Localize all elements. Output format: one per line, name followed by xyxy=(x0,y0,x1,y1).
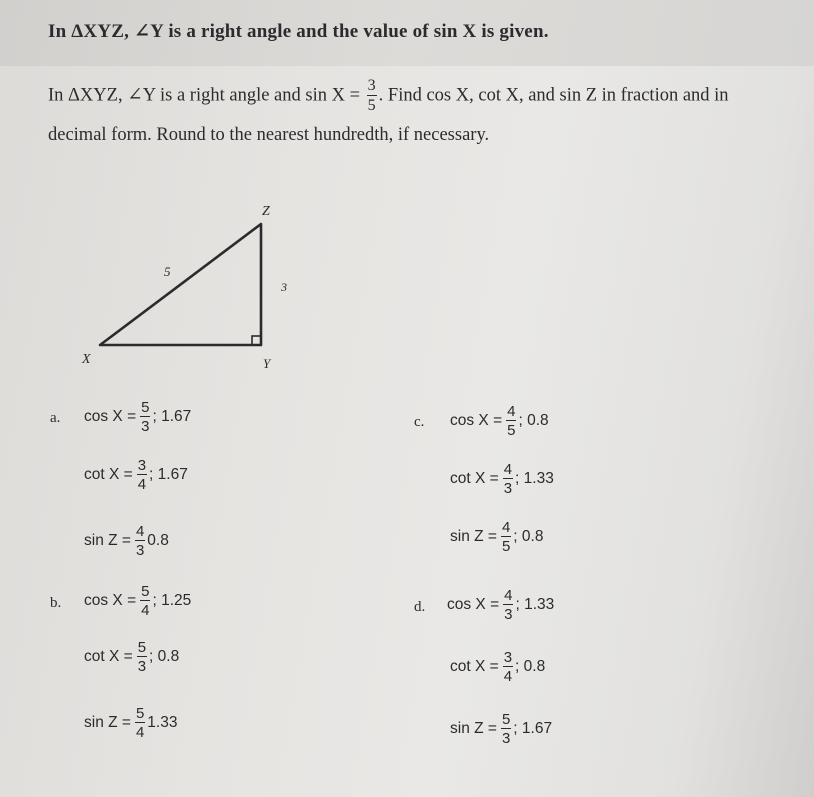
fraction xyxy=(140,400,150,434)
numerator: 5 xyxy=(141,583,150,600)
eq-label: sin Z = xyxy=(450,528,497,545)
eq-label: cos X = xyxy=(450,412,503,429)
decimal-value: ; 1.33 xyxy=(515,470,554,487)
eq-label: cot X = xyxy=(84,648,133,665)
question-line-2: decimal form. Round to the nearest hundredth, if necessary. xyxy=(48,125,490,145)
eq-label: cos X = xyxy=(447,596,500,613)
numerator: 4 xyxy=(507,403,516,420)
decimal-value: ; 0.8 xyxy=(149,648,180,665)
problem-title: In ΔXYZ, ∠Y is a right angle and the value of sin X is given. xyxy=(48,21,549,42)
eq-label: cot X = xyxy=(84,466,133,483)
numerator: 4 xyxy=(501,519,511,536)
denominator: 3 xyxy=(141,418,150,435)
denominator: 5 xyxy=(501,538,511,555)
denominator: 3 xyxy=(135,542,145,559)
numerator: 5 xyxy=(141,399,150,416)
numerator: 4 xyxy=(503,461,513,478)
choice-d-cot-x[interactable] xyxy=(450,650,545,684)
denominator: 3 xyxy=(137,658,147,675)
eq-label: cot X = xyxy=(450,658,499,675)
decimal-value: ; 0.8 xyxy=(513,528,544,545)
choice-a-sin-z[interactable] xyxy=(84,524,169,558)
hypotenuse-label: 5 xyxy=(164,264,171,279)
fraction xyxy=(503,462,513,496)
denominator: 3 xyxy=(503,480,513,497)
numerator: 4 xyxy=(504,587,513,604)
choice-b-sin-z[interactable] xyxy=(84,706,177,740)
fraction xyxy=(501,712,511,746)
given-numerator: 3 xyxy=(367,77,376,94)
eq-label: sin Z = xyxy=(84,714,131,731)
fraction xyxy=(503,650,513,684)
fraction xyxy=(501,520,511,554)
decimal-value: ; 1.25 xyxy=(152,592,192,609)
choice-c-sin-z[interactable] xyxy=(450,520,543,554)
triangle-xyz xyxy=(100,224,261,345)
denominator: 5 xyxy=(507,422,516,439)
numerator: 5 xyxy=(135,705,145,722)
numerator: 5 xyxy=(137,639,147,656)
numerator: 3 xyxy=(137,457,147,474)
decimal-value: ; 1.67 xyxy=(152,408,192,425)
denominator: 3 xyxy=(504,606,513,623)
denominator: 4 xyxy=(503,668,513,685)
choice-d-letter[interactable]: d. xyxy=(414,599,426,615)
vertex-y-label: Y xyxy=(263,356,271,371)
decimal-value: ; 1.67 xyxy=(149,466,188,483)
vertex-x-label: X xyxy=(82,352,91,367)
fraction xyxy=(135,524,145,558)
right-angle-marker xyxy=(252,336,261,345)
fraction xyxy=(140,584,150,618)
eq-label: sin Z = xyxy=(84,532,131,549)
given-denominator: 5 xyxy=(367,97,376,114)
question-prefix: In ΔXYZ, ∠Y is a right angle and sin X = xyxy=(48,85,361,106)
fraction xyxy=(137,458,147,492)
decimal-value: 1.33 xyxy=(147,714,178,731)
choice-c-letter[interactable]: c. xyxy=(414,414,425,430)
numerator: 3 xyxy=(503,649,513,666)
decimal-value: ; 0.8 xyxy=(518,412,549,429)
fraction xyxy=(135,706,145,740)
choice-a-letter[interactable]: a. xyxy=(50,410,61,426)
fraction xyxy=(503,588,513,622)
choice-d-cos-x[interactable] xyxy=(447,588,554,622)
decimal-value: ; 1.67 xyxy=(513,720,553,737)
choice-a-cot-x[interactable] xyxy=(84,458,188,492)
decimal-value: ; 1.33 xyxy=(515,596,555,613)
choice-c-cos-x[interactable] xyxy=(450,404,549,438)
choice-b-letter[interactable]: b. xyxy=(50,595,62,611)
denominator: 4 xyxy=(141,602,150,619)
question-suffix: . Find cos X, cot X, and sin Z in fraction and in xyxy=(378,85,729,106)
denominator: 4 xyxy=(137,476,147,493)
denominator: 3 xyxy=(501,730,511,747)
vertex-z-label: Z xyxy=(262,204,270,219)
eq-label: cos X = xyxy=(84,408,137,425)
choice-a-cos-x[interactable] xyxy=(84,400,191,434)
eq-label: sin Z = xyxy=(450,720,497,737)
choice-d-sin-z[interactable] xyxy=(450,712,552,746)
decimal-value: 0.8 xyxy=(147,532,169,549)
decimal-value: ; 0.8 xyxy=(515,658,546,675)
eq-label: cos X = xyxy=(84,592,137,609)
eq-label: cot X = xyxy=(450,470,499,487)
choice-b-cos-x[interactable] xyxy=(84,584,191,618)
choice-c-cot-x[interactable] xyxy=(450,462,554,496)
choice-b-cot-x[interactable] xyxy=(84,640,179,674)
numerator: 4 xyxy=(135,523,145,540)
fraction xyxy=(506,404,516,438)
numerator: 5 xyxy=(501,711,511,728)
fraction xyxy=(137,640,147,674)
side-yz-label: 3 xyxy=(281,280,287,294)
denominator: 4 xyxy=(135,724,145,741)
